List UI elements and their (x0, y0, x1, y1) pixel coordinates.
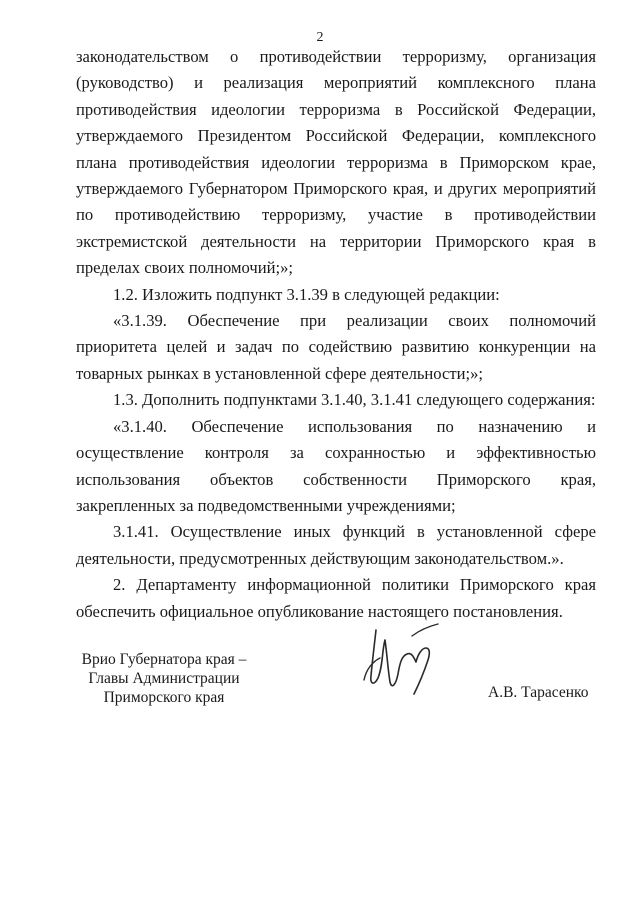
paragraph-item-1-3: 1.3. Дополнить подпунктами 3.1.40, 3.1.41 следующего содержания: (113, 390, 596, 410)
paragraph-continuation: законодательством о противодействии терроризму, организация (руководство) и реализация мероприятий комплексного плана противодействия идеологии терроризма в Российской Федерации, утверждаемого Президентом Российской Федерации, комплексного плана противодействия идеологии терроризма в Приморском крае, утверждаемого Губернатором Приморского края, и других мероприятий по противодействию терроризму, участие в противодействии экстремистской деятельности на территории Приморского края в пределах своих полномочий;»; (76, 47, 596, 278)
signatory-title-line: Врио Губернатора края – (81, 651, 247, 668)
paragraph-item-3-1-39: «3.1.39. Обеспечение при реализации своих полномочий приоритета целей и задач по содействию развитию конкуренции на товарных рынках в установленной сфере деятельности;»; (76, 311, 596, 383)
paragraph-item-3-1-40: «3.1.40. Обеспечение использования по назначению и осуществление контроля за сохранностью и эффективностью использования объектов собственности Приморского края, закрепленных за подведомственными учреждениями; (76, 416, 596, 515)
signatory-title-line: Приморского края (103, 689, 225, 706)
document-body (76, 44, 596, 625)
paragraph-item-3-1-41: 3.1.41. Осуществление иных функций в установленной сфере деятельности, предусмотренных действующим законодательством.». (76, 522, 596, 568)
signatory-title (76, 650, 252, 707)
paragraph-item-2: 2. Департаменту информационной политики Приморского края обеспечить официальное опубликование настоящего постановления. (76, 575, 596, 621)
signer-name: А.В. Тарасенко (488, 684, 589, 701)
paragraph-item-1-2: 1.2. Изложить подпункт 3.1.39 в следующей редакции: (113, 284, 500, 304)
signatory-title-line: Главы Администрации (88, 670, 240, 687)
page-number: 2 (316, 30, 324, 45)
handwritten-signature (352, 618, 448, 702)
